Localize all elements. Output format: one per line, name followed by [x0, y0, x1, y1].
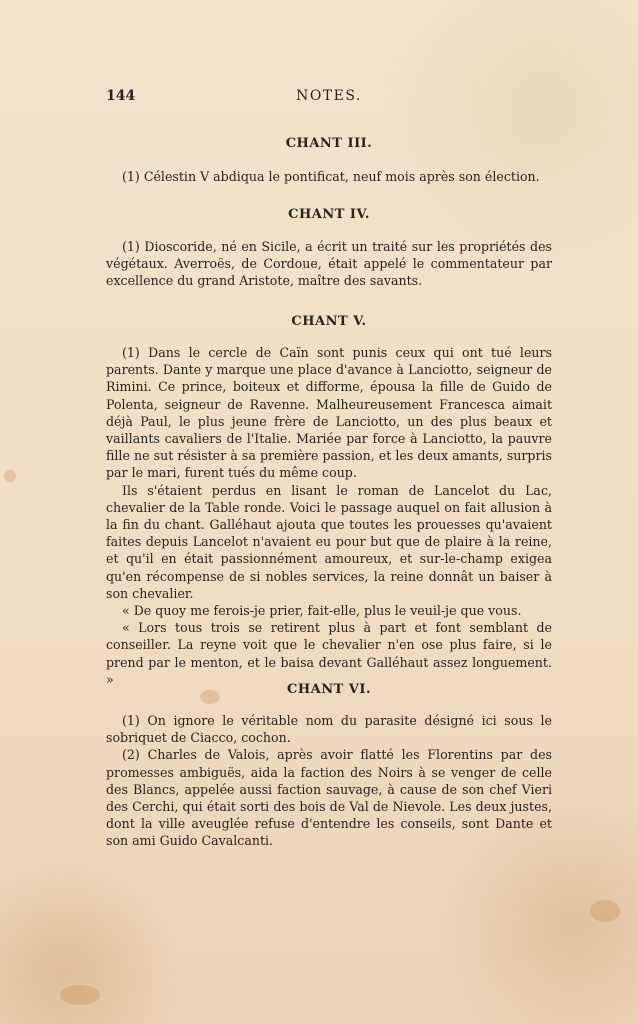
paper-stain	[590, 900, 620, 922]
note-paragraph: (1) Dans le cercle de Caïn sont punis ceux qui ont tué leurs parents. Dante y marque une place d'avance à Lanciotto, seigneur de Rimini. Ce prince, boiteux et difforme, épousa la fille de Guido de Polenta, seigneur de Ravenne. Malheureusement Francesca aimait déjà Paul, le plus jeune frère de Lanciotto, un des plus beaux et vaillants cavaliers de l'Italie. Mariée par force à Lanciotto, la pauvre fille ne sut résister à sa première passion, et les deux amants, surpris par le mari, furent tués du même coup.	[106, 345, 552, 481]
notes-section	[106, 344, 552, 688]
chant-heading: CHANT III.	[285, 136, 373, 151]
running-head	[106, 84, 552, 110]
page-number: 144	[106, 88, 136, 104]
note-paragraph: (1) On ignore le véritable nom du parasite désigné ici sous le sobriquet de Ciacco, cochon.	[106, 713, 552, 746]
running-title: NOTES.	[296, 88, 362, 104]
paper-stain	[60, 985, 100, 1005]
note-paragraph: Ils s'étaient perdus en lisant le roman de Lancelot du Lac, chevalier de la Table ronde. Voici le passage auquel on fait allusion à la fin du chant. Galléhaut ajouta que toutes les prouesses qu'avaient faites depuis Lancelot n'avaient eu pour but que de plaire à la reine, et qu'il en était passionnément amoureux, et sur-le-champ exigea qu'en récompense de si nobles services, la reine donnât un baiser à son chevalier.	[106, 482, 552, 601]
notes-section	[106, 168, 552, 185]
paper-stain	[4, 470, 16, 482]
chant-heading: CHANT V.	[291, 314, 367, 329]
notes-section	[106, 238, 552, 290]
note-paragraph: (1) Dioscoride, né en Sicile, a écrit un traité sur les propriétés des végétaux. Averroës, de Cordoue, était appelé le commentateur par excellence du grand Aristote, maître des savants.	[106, 239, 552, 289]
note-paragraph: (2) Charles de Valois, après avoir flatté les Florentins par des promesses ambiguës, aida la faction des Noirs à se venger de celle des Blancs, appelée aussi faction sauvage, à cause de son chef Vieri des Cerchi, qui était sorti des bois de Val de Nievole. Les deux justes, dont la ville aveuglée refuse d'entendre les conseils, sont Dante et son ami Guido Cavalcanti.	[106, 747, 552, 849]
chant-heading: CHANT IV.	[288, 207, 370, 222]
notes-section	[106, 712, 552, 850]
quotation-paragraph: « De quoy me ferois-je prier, fait-elle, plus le veuil-je que vous.	[122, 603, 522, 619]
quotation-paragraph: « Lors tous trois se retirent plus à part et font semblant de conseiller. La reyne voit que le chevalier n'en ose plus faire, si le prend par le menton, et le baisa devant Galléhaut assez longuement. »	[106, 620, 552, 687]
chant-heading: CHANT VI.	[287, 682, 371, 697]
book-page	[106, 84, 552, 849]
note-paragraph: (1) Célestin V abdiqua le pontificat, neuf mois après son élection.	[122, 169, 540, 184]
